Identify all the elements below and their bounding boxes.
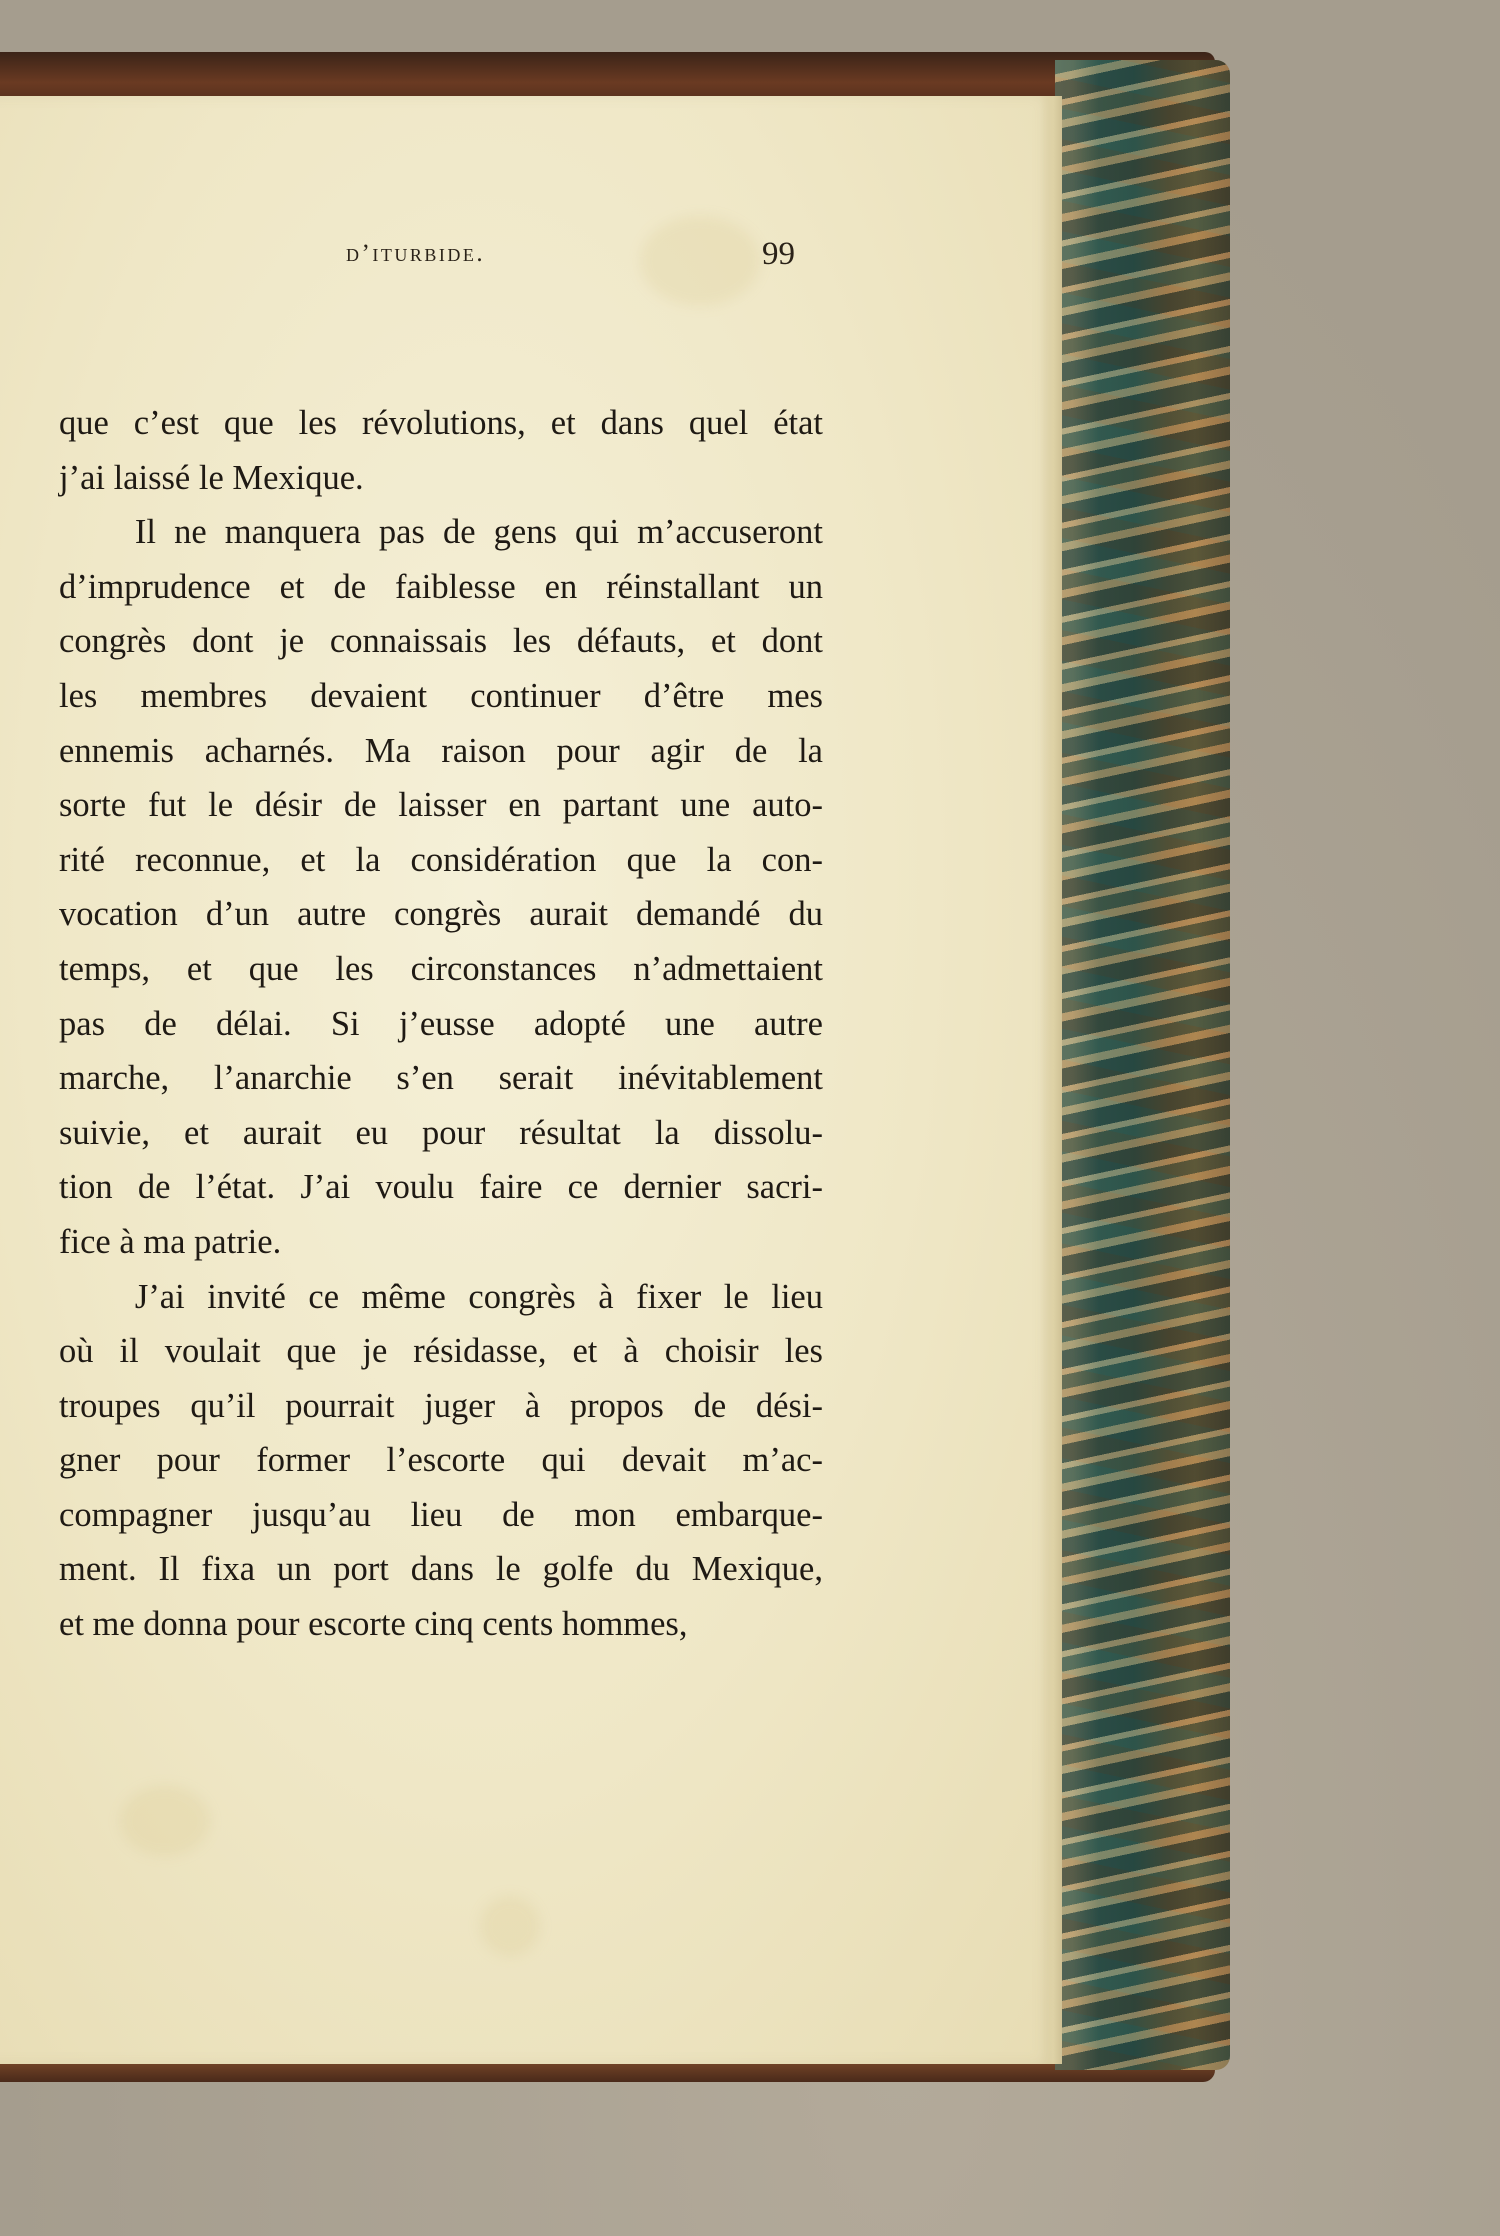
text-line: les membres devaient continuer d’être mes [59, 676, 823, 715]
text-line: temps, et que les circonstances n’admettaient [59, 949, 823, 988]
text-line: gner pour former l’escorte qui devait m’ac- [59, 1441, 823, 1480]
text-line: ment. Il fixa un port dans le golfe du Mexique, [59, 1550, 823, 1589]
text-line: et me donna pour escorte cinq cents hommes, [59, 1605, 688, 1644]
text-line: troupes qu’il pourrait juger à propos de dési- [59, 1386, 823, 1425]
text-line: Il ne manquera pas de gens qui m’accuseront [134, 513, 823, 552]
body-text [59, 396, 823, 1652]
text-line: fice à ma patrie. [59, 1222, 282, 1261]
marbled-fore-edge [1055, 60, 1230, 2070]
text-line: j’ai laissé le Mexique. [59, 458, 364, 497]
running-head-title: d’iturbide. [346, 240, 486, 267]
text-line: suivie, et aurait eu pour résultat la dissolu- [59, 1113, 823, 1152]
text-line: J’ai invité ce même congrès à fixer le lieu [134, 1277, 823, 1316]
foxing-stain [120, 1786, 210, 1856]
text-line: pas de délai. Si j’eusse adopté une autre [59, 1004, 823, 1043]
text-line: sorte fut le désir de laisser en partant une auto- [59, 786, 823, 825]
foxing-stain [480, 1896, 540, 1956]
text-line: marche, l’anarchie s’en serait inévitablement [59, 1059, 823, 1098]
page-number: 99 [762, 236, 795, 272]
foxing-stain [640, 216, 760, 306]
paragraph [59, 396, 823, 505]
text-line: congrès dont je connaissais les défauts, et dont [59, 622, 823, 661]
text-line: d’imprudence et de faiblesse en réinstallant un [59, 567, 823, 606]
text-line: tion de l’état. J’ai voulu faire ce dernier sacri- [59, 1168, 823, 1207]
text-line: vocation d’un autre congrès aurait demandé du [59, 895, 823, 934]
paragraph [59, 1270, 823, 1652]
text-line: rité reconnue, et la considération que la con- [59, 840, 823, 879]
paragraph [59, 505, 823, 1269]
text-line: que c’est que les révolutions, et dans quel état [59, 404, 823, 442]
text-line: compagner jusqu’au lieu de mon embarque- [59, 1495, 823, 1534]
text-line: ennemis acharnés. Ma raison pour agir de la [59, 731, 823, 770]
text-line: où il voulait que je résidasse, et à choisir les [59, 1332, 823, 1371]
